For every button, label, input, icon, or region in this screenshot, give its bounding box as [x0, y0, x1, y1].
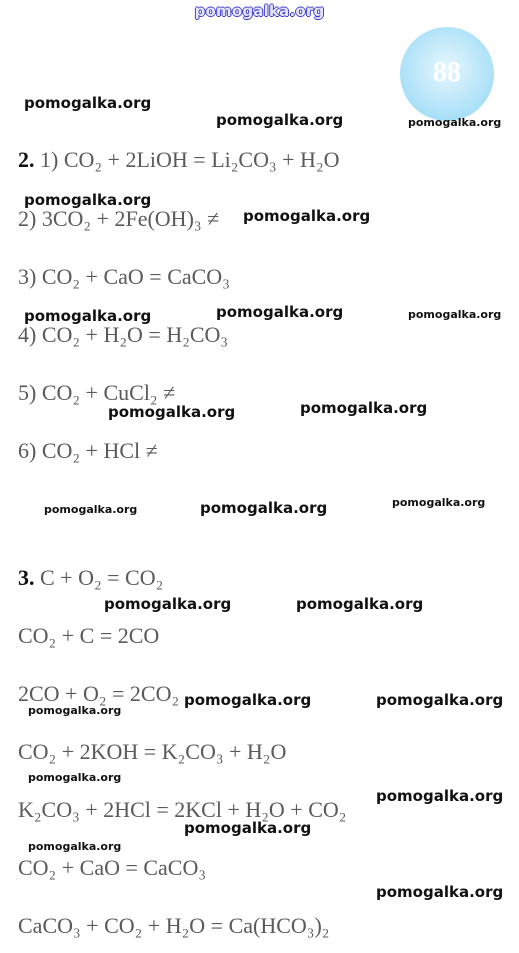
- watermark: pomogalka.org: [408, 308, 502, 321]
- watermark: pomogalka.org: [28, 840, 122, 853]
- watermark: pomogalka.org: [300, 399, 428, 417]
- watermark: pomogalka.org: [243, 207, 371, 225]
- task3-equation-1-text: C + O₂ = CO₂: [40, 565, 164, 590]
- watermark: pomogalka.org: [408, 116, 502, 129]
- watermark: pomogalka.org: [108, 403, 236, 421]
- page-number: 88: [433, 57, 461, 88]
- task3-equation-6: CO₂ + CaO = CaCO₃: [18, 855, 207, 880]
- watermark: pomogalka.org: [376, 691, 504, 709]
- task3-equation-4: CO₂ + 2KOH = K₂CO₃ + H₂O: [18, 739, 287, 764]
- watermark: pomogalka.org: [296, 595, 424, 613]
- task3-equation-3: 2CO + O₂ = 2CO₂: [18, 681, 180, 706]
- task2-equation-5: 5) CO₂ + CuCl₂ ≠: [18, 380, 176, 405]
- watermark: pomogalka.org: [376, 883, 504, 901]
- task2-equation-1: [18, 147, 340, 173]
- watermark: pomogalka.org: [392, 496, 486, 509]
- watermark: pomogalka.org: [216, 111, 344, 129]
- task3-number: 3.: [18, 565, 35, 590]
- task2-number: 2.: [18, 147, 35, 172]
- watermark: pomogalka.org: [200, 499, 328, 517]
- watermark: pomogalka.org: [44, 503, 138, 516]
- watermark: pomogalka.org: [216, 303, 344, 321]
- task2-equation-1-text: 1) CO₂ + 2LiOH = Li₂CO₃ + H₂O: [40, 147, 340, 172]
- task3-equation-5: K₂CO₃ + 2HCl = 2KCl + H₂O + CO₂: [18, 797, 347, 822]
- watermark: pomogalka.org: [184, 691, 312, 709]
- watermark: pomogalka.org: [24, 191, 152, 209]
- watermark: pomogalka.org: [104, 595, 232, 613]
- watermark: pomogalka.org: [28, 771, 122, 784]
- task2-equation-3: 3) CO₂ + CaO = CaCO₃: [18, 264, 230, 289]
- task3-equation-1: [18, 565, 163, 591]
- task3-equation-2: CO₂ + C = 2CO: [18, 623, 160, 648]
- task2-equation-6: 6) CO₂ + HCl ≠: [18, 438, 158, 463]
- site-header: pomogalka.org: [194, 2, 325, 20]
- watermark: pomogalka.org: [24, 94, 152, 112]
- watermark: pomogalka.org: [376, 787, 504, 805]
- task2-equation-2: 2) 3CO₂ + 2Fe(OH)₃ ≠: [18, 206, 220, 231]
- task3-equation-7: CaCO₃ + CO₂ + H₂O = Ca(HCO₃)₂: [18, 913, 330, 938]
- task2-equation-4: 4) CO₂ + H₂O = H₂CO₃: [18, 322, 229, 347]
- watermark: pomogalka.org: [24, 307, 152, 325]
- watermark: pomogalka.org: [28, 704, 122, 717]
- page-number-badge: [400, 27, 494, 121]
- watermark: pomogalka.org: [184, 819, 312, 837]
